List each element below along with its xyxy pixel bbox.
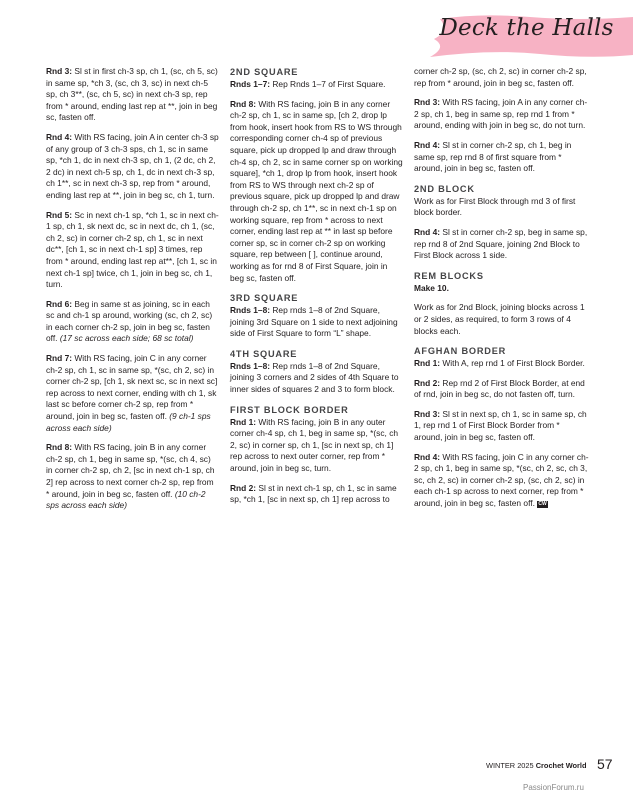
- section-heading: 3RD SQUARE: [230, 293, 299, 304]
- round-label: Rnd 3:: [46, 66, 73, 76]
- pattern-paragraph: [414, 227, 589, 262]
- round-label: Rnd 8:: [46, 442, 73, 453]
- round-label: Rnds 1–8:: [230, 360, 271, 371]
- round-label: Rnd 7:: [46, 353, 73, 364]
- section-heading: AFGHAN BORDER: [414, 346, 507, 357]
- section-heading: 2ND SQUARE: [230, 67, 299, 77]
- pattern-paragraph: [414, 452, 589, 510]
- pattern-paragraph: [46, 210, 219, 291]
- instruction-text: Rep Rnds 1–7 of First Square.: [270, 79, 386, 89]
- page-footer: [486, 761, 587, 770]
- title-banner: [420, 11, 633, 67]
- instruction-text: With A, rep rnd 1 of First Block Border.: [440, 358, 585, 369]
- column-3: [414, 66, 589, 518]
- pattern-paragraph: [230, 417, 403, 475]
- pattern-paragraph: [414, 283, 589, 295]
- banner-title: Deck the Halls: [439, 15, 614, 41]
- pattern-paragraph: [414, 196, 589, 219]
- round-label: Rnd 2:: [230, 482, 257, 493]
- pattern-paragraph: [230, 305, 403, 340]
- round-label: Rnd 4:: [414, 139, 441, 150]
- instruction-text: Sl st in next ch-1 sp, ch 1, sc in same sp, *ch 1, [sc in next sp, ch 1] rep across to: [230, 482, 397, 505]
- instruction-text: With RS facing, join C in any corner ch-2 sp, ch 1, beg in same sp, *(sc, ch 2, sc, ch 3, sc, ch 2, sc) in corner ch-2 sp, (sc, ch 2, sc) in each ch-1 sp across to next corner, rep from * around, join in beg sc, fasten off.: [414, 451, 589, 509]
- footer-magazine: Crochet World: [535, 761, 587, 770]
- round-label: Rnd 3:: [414, 97, 441, 108]
- column-2: [230, 66, 403, 514]
- round-label: Rnd 1:: [414, 358, 441, 369]
- column-1: [46, 66, 219, 520]
- pattern-paragraph: [414, 97, 589, 132]
- pattern-paragraph: [414, 302, 589, 337]
- round-label: Rnd 6:: [46, 298, 73, 309]
- watermark: PassionForum.ru: [523, 783, 584, 792]
- round-label: Rnd 2:: [414, 377, 441, 388]
- instruction-text: Sc in next ch-1 sp, *ch 1, sc in next ch-1 sp, ch 1, sk next dc, sc in next dc, ch 1, (sc, ch 2, sc) in corner ch-2 sp, ch 1, sc in next dc**, [ch 1, sc in next ch-1 sp] 3 times, rep from * around, ending last rep at**, [ch 1, sc in next ch-1 sp] twice, ch 1, join in beg sc, ch 1, turn.: [46, 209, 219, 290]
- stitch-count-note: (17 sc across each side; 68 sc total): [59, 333, 194, 344]
- instruction-text: Rep rnd 2 of First Block Border, at end of rnd, join in beg sc, do not fasten off, turn.: [414, 377, 585, 400]
- pattern-paragraph: [46, 353, 219, 434]
- round-label: Rnd 4:: [414, 226, 441, 237]
- page-number: 57: [597, 756, 613, 772]
- round-label: Rnd 1:: [230, 416, 257, 427]
- round-label: Rnd 3:: [414, 408, 441, 419]
- instruction-text: Beg in same st as joining, sc in each sc and ch-1 sp around, working (sc, ch 2, sc) in each corner ch-2 sp, join in beg sc, fasten off.: [46, 298, 213, 344]
- instruction-text: Work as for 2nd Block, joining blocks across 1 or 2 sides, as required, to form 3 rows of 4 blocks each.: [414, 302, 585, 336]
- round-label: Rnds 1–7:: [230, 79, 271, 89]
- round-label: Rnds 1–8:: [230, 305, 271, 316]
- pattern-paragraph: [414, 140, 589, 175]
- round-label: Rnd 4:: [46, 131, 73, 142]
- pattern-paragraph: [230, 79, 403, 91]
- section-heading: REM BLOCKS: [414, 270, 484, 281]
- round-label: Rnd 5:: [46, 209, 73, 220]
- instruction-text: Work as for First Block through rnd 3 of first block border.: [414, 195, 576, 218]
- instruction-text: Sl st in first ch-3 sp, ch 1, (sc, ch 5, sc) in same sp, *ch 3, (sc, ch 3, sc) in next ch-5 sp, ch 3**, (sc, ch 5, sc) in next ch-3 sp, rep from * around, ending last rep at **, join in beg sc, fasten off.: [46, 66, 218, 123]
- stitch-count-note: (9 ch-1 sps across each side): [46, 411, 211, 433]
- pattern-paragraph: [414, 66, 589, 89]
- end-mark-icon: CW: [538, 501, 547, 508]
- round-label: Make 10.: [414, 282, 449, 293]
- instruction-text: Sl st in corner ch-2 sp, beg in same sp, rep rnd 8 of 2nd Square, joining 2nd Block to First Block across 1 side.: [414, 226, 588, 261]
- instruction-text: With RS facing, join A in any corner ch-2 sp, ch 1, beg in same sp, rep rnd 1 from * around, ending with join in beg sc, do not turn.: [414, 97, 588, 131]
- pattern-paragraph: [414, 378, 589, 401]
- section-heading: 4TH SQUARE: [230, 348, 298, 359]
- round-label: Rnd 4:: [414, 451, 441, 462]
- footer-season: WINTER 2025: [486, 761, 534, 770]
- round-label: Rnd 8:: [230, 98, 257, 109]
- instruction-text: Sl st in next sp, ch 1, sc in same sp, ch 1, rep rnd 1 of First Block Border from * around, join in beg sc, fasten off.: [414, 408, 587, 443]
- pattern-paragraph: [46, 299, 219, 345]
- pattern-paragraph: [414, 409, 589, 444]
- instruction-text: With RS facing, join B in any corner ch-2 sp, ch 1, sc in same sp, [ch 2, drop lp from hook, insert hook from RS to WS through corresponding corner ch-4 sp of previous square, pick up dropped lp and draw through ch-4 sp, ch 2, sc in same corner sp on working square], *ch 1, drop lp from hook, insert hook from RS to WS through next ch-2 sp of previous square, pick up dropped lp and draw through ch-2 sp, ch 1**, sc in next ch-1 sp on working square, rep from * across to next corner, ending last rep at ** in last sp before corner sp, sc in corner ch-2 sp on working square, rep between [ ], continue around, working as for rnd 8 of First Square, join in beg sc, fasten off.: [230, 98, 403, 283]
- instruction-text: With RS facing, join B in any corner ch-2 sp, ch 1, beg in same sp, *(sc, ch 4, sc) in corner ch-2 sp, ch 2, [sc in next ch-1 sp, ch 2] rep across to next corner ch-2 sp, rep from * around, join in beg sc, fasten off.: [46, 442, 215, 499]
- pattern-paragraph: [46, 442, 219, 512]
- instruction-text: With RS facing, join B in any outer corner ch-4 sp, ch 1, beg in same sp, *(sc, ch 2, sc) in corner sp, ch 1, [sc in next sp, ch 1] rep across to next outer corner, rep from * around, join in beg sc, turn.: [230, 416, 399, 474]
- instruction-text: corner ch-2 sp, (sc, ch 2, sc) in corner ch-2 sp, rep from * around, join in beg sc, fasten off.: [414, 66, 587, 88]
- pattern-paragraph: [230, 361, 403, 396]
- instruction-text: Rep rnds 1–8 of 2nd Square, joining 3 corners and 2 sides of 4th Square to inner sides of squares 2 and 3 to form block.: [230, 360, 399, 395]
- pattern-paragraph: [46, 132, 219, 202]
- instruction-text: With RS facing, join A in center ch-3 sp of any group of 3 ch-3 sps, ch 1, sc in same sp, *ch 1, dc in next ch-3 sp, ch 1, (2 dc, ch 2, 2 dc) in next ch-5 sp, ch 1, dc in next ch-3 sp, ch 1**, sc in next ch-3 sp, rep from * around, ending last rep at **, join in beg sc, ch 1, turn.: [46, 131, 219, 200]
- section-heading: FIRST BLOCK BORDER: [230, 404, 349, 415]
- pattern-paragraph: [46, 66, 219, 124]
- instruction-text: With RS facing, join C in any corner ch-2 sp, ch 1, sc in same sp, *(sc, ch 2, sc) in corner ch-2 sp, [ch 1, sk next sc, sc in next sc] rep across to next corner, ending with ch 1, sk last sc before corner ch-2 sp, rep from * around, join in beg sc, fasten off.: [46, 353, 218, 422]
- pattern-paragraph: [414, 358, 589, 370]
- pattern-paragraph: [230, 99, 403, 285]
- pattern-paragraph: [230, 483, 403, 506]
- stitch-count-note: (10 ch-2 sps across each side): [46, 488, 206, 511]
- section-heading: 2ND BLOCK: [414, 183, 475, 194]
- instruction-text: Rep rnds 1–8 of 2nd Square, joining 3rd Square on 1 side to next adjoining side of First Square to form “L” shape.: [230, 305, 398, 339]
- instruction-text: Sl st in corner ch-2 sp, ch 1, beg in same sp, rep rnd 8 of first square from * around, join in beg sc, fasten off.: [414, 139, 572, 174]
